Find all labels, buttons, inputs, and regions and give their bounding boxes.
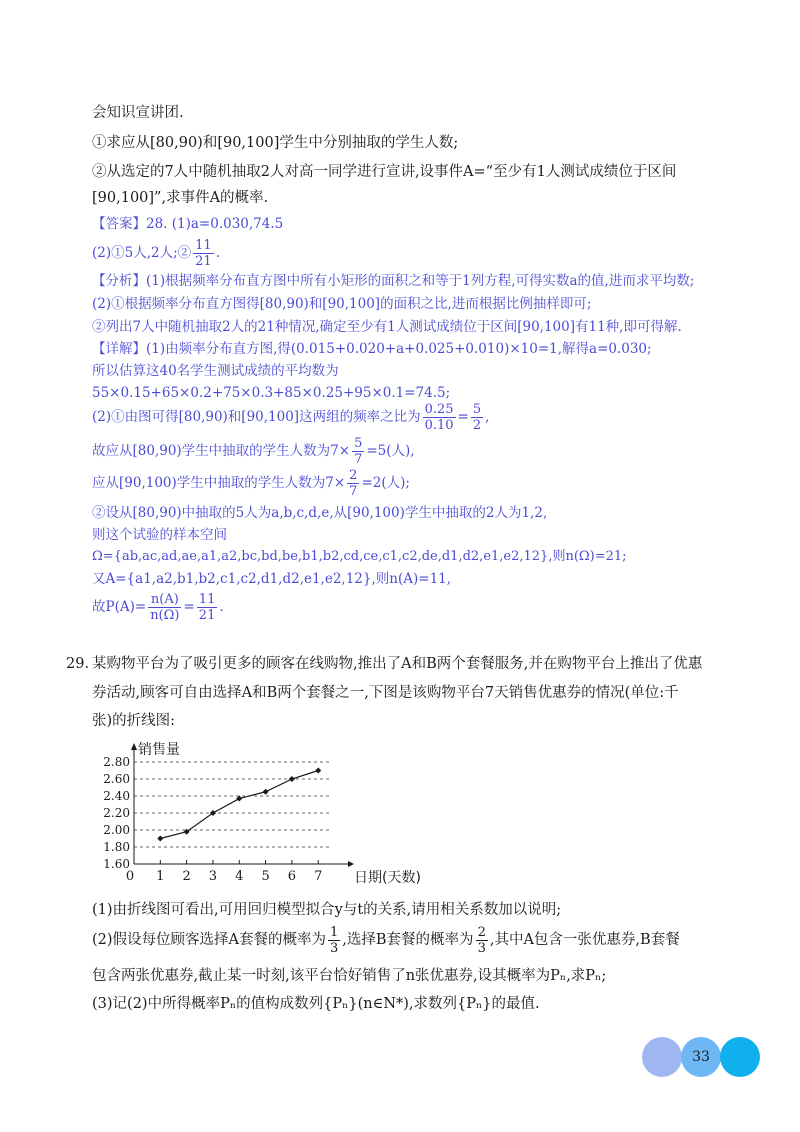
fraction: $\frac{5}{2}$ bbox=[472, 402, 482, 433]
x-tick-label: 7 bbox=[314, 869, 323, 884]
y-tick-label: 2.80 bbox=[103, 755, 130, 769]
detail-line-5: 故应从[80,90)学生中抽取的学生人数为7× $\frac{5}{7}$ =5(人), bbox=[92, 436, 415, 467]
question-number: 29. bbox=[66, 656, 90, 672]
fraction: $\frac{0.25}{0.10}$ bbox=[424, 402, 454, 433]
detail-line-1: 【详解】(1)由频率分布直方图,得(0.015+0.020+a+0.025+0.010)×10=1,解得a=0.030; bbox=[92, 341, 652, 357]
question-part-3: (3)记(2)中所得概率Pₙ的值构成数列{Pₙ}(n∈N*),求数列{Pₙ}的最值. bbox=[92, 996, 540, 1012]
page-number: 33 bbox=[692, 1049, 710, 1065]
fraction: $\frac{2}{7}$ bbox=[349, 468, 358, 499]
detail-line-8: 则这个试验的样本空间 bbox=[92, 527, 227, 543]
x-tick-label: 0 bbox=[125, 869, 135, 884]
detail-line-10: 又A={a1,a2,b1,b2,c1,c2,d1,d2,e1,e2,12},则n(A)=11, bbox=[92, 571, 452, 587]
fraction: $\frac{1}{3}$ bbox=[330, 924, 339, 956]
series-line bbox=[160, 771, 318, 839]
detail-line-9: Ω={ab,ac,ad,ae,a1,a2,bc,bd,be,b1,b2,cd,ce,c1,c2,de,d1,d2,e1,e2,12},则n(Ω)=21; bbox=[92, 549, 627, 564]
fraction: $\frac{2}{3}$ bbox=[477, 924, 486, 956]
fraction: $\frac{5}{7}$ bbox=[354, 436, 363, 467]
x-tick-label: 5 bbox=[261, 869, 270, 884]
x-tick-label: 6 bbox=[287, 869, 297, 884]
data-point bbox=[315, 768, 321, 774]
question-line-3: 张)的折线图: bbox=[92, 713, 176, 729]
y-tick-label: 2.40 bbox=[103, 789, 130, 803]
answer-line-2-text: (2)①5人,2人;② bbox=[92, 245, 192, 261]
data-point bbox=[263, 789, 269, 795]
x-tick-label: 4 bbox=[235, 869, 244, 884]
prev-question-line-4: [90,100]”,求事件A的概率. bbox=[92, 190, 269, 206]
x-axis-arrow bbox=[348, 861, 354, 867]
y-tick-label: 1.60 bbox=[103, 857, 130, 871]
detail-line-7: ②设从[80,90)中抽取的5人为a,b,c,d,e,从[90,100)学生中抽取的2人为1,2, bbox=[92, 505, 548, 521]
prev-question-line-3: ②从选定的7人中随机抽取2人对高一同学进行宣讲,设事件A=“至少有1人测试成绩位于区间 bbox=[92, 164, 677, 180]
x-axis-label: 日期(天数) bbox=[354, 870, 421, 886]
data-point bbox=[236, 796, 242, 802]
line-chart bbox=[96, 738, 421, 888]
analysis-line-1: 【分析】(1)根据频率分布直方图中所有小矩形的面积之和等于1列方程,可得实数a的值,进而求平均数; bbox=[92, 273, 695, 289]
prev-question-line-2: ①求应从[80,90)和[90,100]学生中分别抽取的学生人数; bbox=[92, 135, 459, 151]
prev-question-line-1: 会知识宣讲团. bbox=[92, 105, 184, 121]
question-line-2: 券活动,顾客可自由选择A和B两个套餐之一,下图是该购物平台7天销售优惠券的情况(单位:千 bbox=[92, 685, 679, 701]
page-badge-right bbox=[720, 1037, 760, 1077]
analysis-line-2: (2)①根据频率分布直方图得[80,90)和[90,100]的面积之比,进而根据比例抽样即可; bbox=[92, 296, 592, 312]
analysis-line-3: ②列出7人中随机抽取2人的21种情况,确定至少有1人测试成绩位于区间[90,100]有11种,即可得解. bbox=[92, 319, 682, 335]
y-axis-arrow bbox=[131, 743, 137, 750]
fraction: $\frac{11}{21}$ bbox=[195, 238, 212, 269]
detail-line-11: 故P(A)= $\frac{n(A)}{n(\Omega)}$ = $\frac{11}{21}$ . bbox=[92, 592, 224, 623]
data-point bbox=[289, 776, 295, 782]
detail-line-2: 所以估算这40名学生测试成绩的平均数为 bbox=[92, 363, 339, 379]
answer-line-1: 【答案】28. (1)a=0.030,74.5 bbox=[92, 216, 284, 232]
x-tick-label: 1 bbox=[156, 869, 165, 884]
page-badge-left bbox=[642, 1037, 682, 1077]
y-tick-label: 1.80 bbox=[103, 840, 130, 854]
fraction: $\frac{11}{21}$ bbox=[198, 592, 216, 623]
question-part-2-line-2: 包含两张优惠券,截止某一时刻,该平台恰好销售了n张优惠券,设其概率为Pₙ,求Pₙ; bbox=[92, 968, 607, 984]
y-axis-label: 销售量 bbox=[138, 742, 180, 758]
data-point bbox=[157, 836, 163, 842]
fraction: $\frac{n(A)}{n(\Omega)}$ bbox=[150, 592, 180, 623]
x-tick-label: 2 bbox=[182, 869, 191, 884]
y-tick-label: 2.20 bbox=[103, 806, 130, 820]
x-tick-label: 3 bbox=[208, 869, 218, 884]
question-line-1: 某购物平台为了吸引更多的顾客在线购物,推出了A和B两个套餐服务,并在购物平台上推出了优惠 bbox=[92, 656, 703, 672]
detail-line-6: 应从[90,100)学生中抽取的学生人数为7× $\frac{2}{7}$ =2(人); bbox=[92, 468, 410, 499]
y-tick-label: 2.60 bbox=[103, 772, 130, 786]
question-part-1: (1)由折线图可看出,可用回归模型拟合y与t的关系,请用相关系数加以说明; bbox=[92, 902, 562, 918]
answer-line-2: (2)①5人,2人;② $\frac{11}{21}$ . bbox=[92, 238, 220, 269]
detail-line-3: 55×0.15+65×0.2+75×0.3+85×0.25+95×0.1=74.5; bbox=[92, 385, 451, 401]
detail-line-4: (2)①由图可得[80,90)和[90,100]这两组的频率之比为 $\frac{0.25}{0.10}$ = $\frac{5}{2}$ , bbox=[92, 402, 490, 433]
question-part-2: (2)假设每位顾客选择A套餐的概率为 $\frac{1}{3}$ ,选择B套餐的概率为 $\frac{2}{3}$ ,其中A包含一张优惠券,B套餐 bbox=[92, 924, 680, 956]
line-chart-svg bbox=[96, 738, 421, 888]
y-tick-label: 2.00 bbox=[103, 823, 130, 837]
